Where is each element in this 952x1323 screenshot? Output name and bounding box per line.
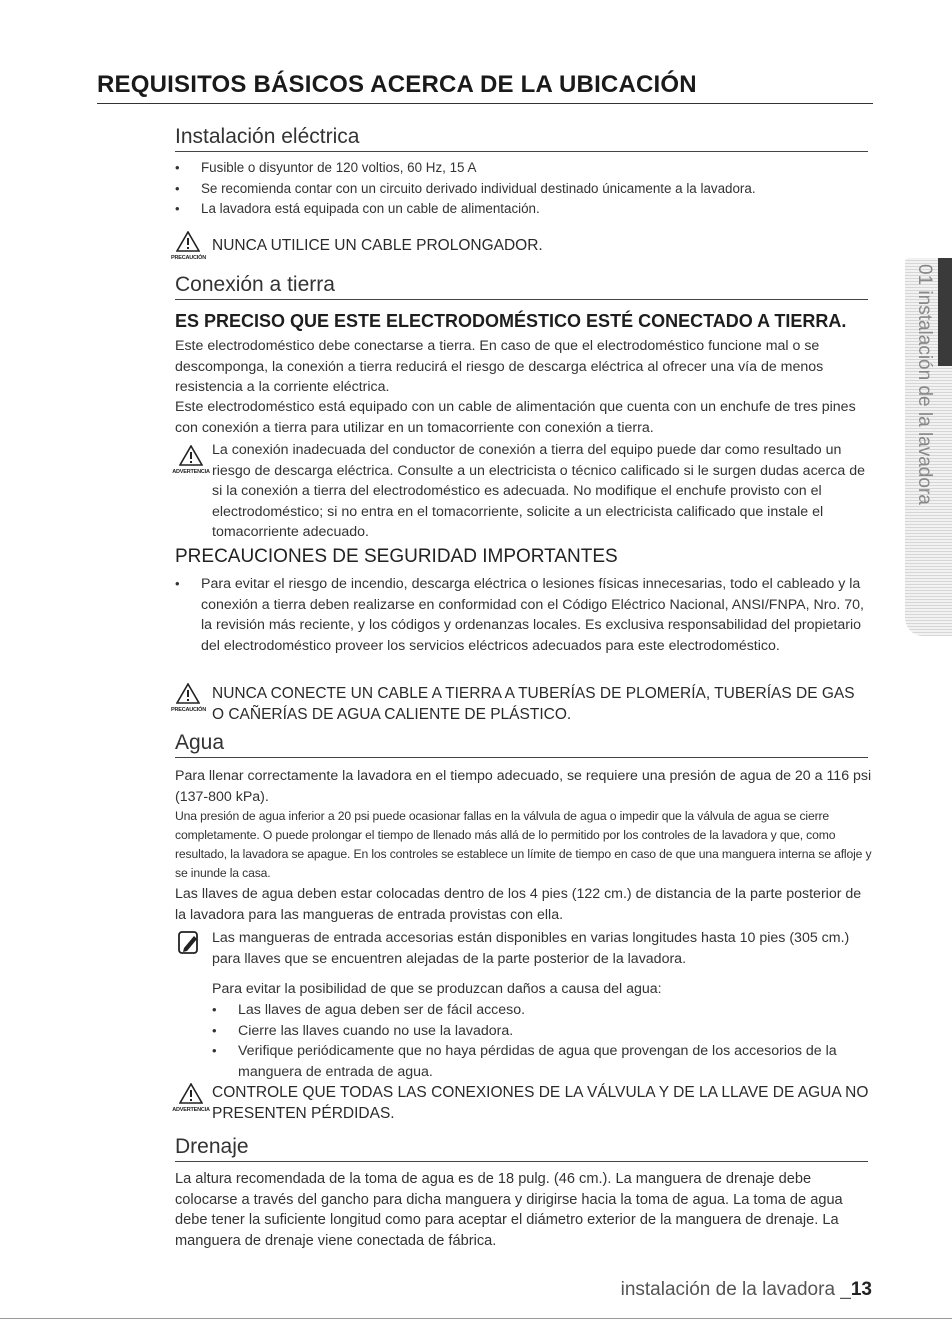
list-item: • Fusible o disyuntor de 120 voltios, 60 Hz, 15 A bbox=[175, 158, 875, 179]
caution-label: PRECAUCIÓN bbox=[171, 707, 206, 713]
ground-subheading: ES PRECISO QUE ESTE ELECTRODOMÉSTICO ESTÉ CONECTADO A TIERRA. bbox=[175, 311, 847, 331]
bottom-rule bbox=[0, 1318, 952, 1319]
section-heading-ground: Conexión a tierra bbox=[175, 272, 868, 300]
ground-paragraph-2: Este electrodoméstico está equipado con un cable de alimentación que cuenta con un enchufe de tres pines con conexión a tierra para utilizar en un tomacorriente con conexión a tierra. bbox=[175, 399, 856, 436]
note-intro: Para evitar la posibilidad de que se produzcan daños a causa del agua: bbox=[212, 981, 662, 997]
note-icon bbox=[176, 930, 202, 961]
warning-text: CONTROLE QUE TODAS LAS CONEXIONES DE LA VÁLVULA Y DE LA LLAVE DE AGUA NO PRESENTEN PÉRDIDAS. bbox=[212, 1084, 869, 1122]
water-paragraph-2: Las llaves de agua deben estar colocadas dentro de los 4 pies (122 cm.) de distancia de la parte posterior de la lavadora para las mangueras de entrada provistas con ella. bbox=[175, 886, 862, 923]
caution-icon bbox=[171, 683, 205, 713]
safety-bullets bbox=[175, 574, 875, 656]
list-item: • Verifique periódicamente que no haya pérdidas de agua que provengan de los accesorios de la manguera de entrada de agua. bbox=[212, 1041, 852, 1082]
side-tab-text: 01 instalación de la lavadora bbox=[914, 264, 935, 505]
caution-text: NUNCA CONECTE UN CABLE A TIERRA A TUBERÍAS DE PLOMERÍA, TUBERÍAS DE GAS O CAÑERÍAS DE AGUA CALIENTE DE PLÁSTICO. bbox=[212, 685, 855, 723]
pencil-note-icon bbox=[177, 930, 201, 956]
water-small-print: Una presión de agua inferior a 20 psi puede ocasionar fallas en la válvula de agua o impedir que la válvula de agua se cierre completamente. O puede prolongar el tiempo de llenado más allá de lo permitido por los controles de la lavadora y que, como resultado, la lavadora se apague. En los controles se establece un límite de tiempo en caso de que una manguera interna se afloje y se inunde la casa. bbox=[175, 809, 872, 880]
section-heading-drain: Drenaje bbox=[175, 1134, 868, 1162]
drain-paragraph: La altura recomendada de la toma de agua es de 18 pulg. (46 cm.). La manguera de drenaje debe colocarse a través del gancho para dicha manguera y dirigirse hacia la toma de agua. La toma de agua debe tener la suficiente longitud como para aceptar el diámetro exterior de la manguera de drenaje. La manguera de drenaje viene conectada de fábrica. bbox=[175, 1171, 843, 1249]
warning-text: La conexión inadecuada del conductor de conexión a tierra del equipo puede dar como resultado un riesgo de descarga eléctrica. Consulte a un electricista o técnico calificado si le surgen dudas acerca de si la conexión a tierra del electrodoméstico es adecuada. No modifique el enchufe provisto con el electrodoméstico; si no entra en el tomacorriente, solicite a un electricista calificado que instale el tomacorriente adecuado. bbox=[212, 442, 865, 541]
list-item: • Cierre las llaves cuando no use la lavadora. bbox=[212, 1021, 852, 1042]
note-bullets bbox=[212, 1000, 852, 1082]
warning-triangle-icon bbox=[176, 683, 200, 704]
list-item: • Las llaves de agua deben ser de fácil acceso. bbox=[212, 1000, 852, 1021]
safety-heading: PRECAUCIONES DE SEGURIDAD IMPORTANTES bbox=[175, 546, 618, 567]
warning-icon bbox=[171, 445, 211, 475]
page-number: 13 bbox=[850, 1279, 872, 1300]
warning-triangle-icon bbox=[176, 231, 200, 252]
side-tab-marker bbox=[938, 258, 952, 366]
electrical-bullets bbox=[175, 158, 875, 220]
warning-triangle-icon bbox=[179, 445, 203, 466]
water-paragraph-1: Para llenar correctamente la lavadora en el tiempo adecuado, se requiere una presión de agua de 20 a 116 psi (137-800 kPa). bbox=[175, 768, 872, 805]
note-text: Las mangueras de entrada accesorias están disponibles en varias longitudes hasta 10 pies (305 cm.) para llaves que se encuentren alejadas de la parte posterior de la lavadora. bbox=[212, 930, 850, 967]
page-footer bbox=[621, 1279, 872, 1301]
list-item: • Se recomienda contar con un circuito derivado individual destinado únicamente a la lavadora. bbox=[175, 179, 875, 200]
footer-text: instalación de la lavadora _ bbox=[620, 1279, 851, 1300]
section-heading-electrical: Instalación eléctrica bbox=[175, 124, 868, 152]
caution-text: NUNCA UTILICE UN CABLE PROLONGADOR. bbox=[212, 237, 543, 254]
caution-label: PRECAUCIÓN bbox=[171, 255, 206, 261]
warning-label: ADVERTENCIA bbox=[172, 1107, 210, 1113]
caution-icon bbox=[171, 231, 205, 261]
page-title: REQUISITOS BÁSICOS ACERCA DE LA UBICACIÓN bbox=[97, 70, 873, 104]
list-item: • Para evitar el riesgo de incendio, descarga eléctrica o lesiones físicas innecesarias, todo el cableado y la conexión a tierra deben realizarse en conformidad con el Código Eléctrico Nacional, ANSI/FNPA, Nro. 70, la revisión más reciente, y los códigos y ordenanzas locales. Es exclusiva responsabilidad del propietario del electrodoméstico proveer los servicios eléctricos adecuados para este electrodoméstico. bbox=[175, 574, 875, 656]
warning-label: ADVERTENCIA bbox=[172, 469, 210, 475]
section-heading-water: Agua bbox=[175, 730, 868, 758]
ground-paragraph-1: Este electrodoméstico debe conectarse a tierra. En caso de que el electrodoméstico funcione mal o se descomponga, la conexión a tierra reducirá el riesgo de descarga eléctrica al ofrecer una vía de menos resistencia a la corriente eléctrica. bbox=[175, 338, 824, 396]
side-tab bbox=[905, 258, 952, 636]
list-item: • La lavadora está equipada con un cable de alimentación. bbox=[175, 199, 875, 220]
warning-triangle-icon bbox=[179, 1083, 203, 1104]
warning-icon bbox=[171, 1083, 211, 1113]
